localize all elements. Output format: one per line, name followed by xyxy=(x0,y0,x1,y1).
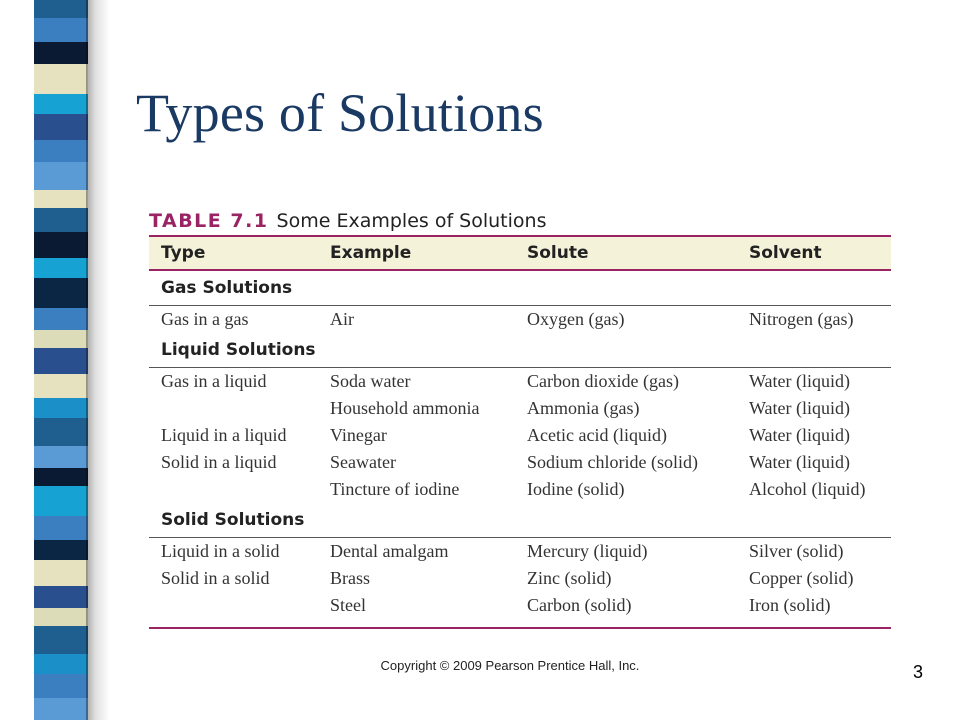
strip-shadow xyxy=(86,0,110,720)
cell-solvent: Water (liquid) xyxy=(749,398,851,418)
strip-block xyxy=(34,468,88,486)
strip-block xyxy=(34,114,88,140)
strip-block xyxy=(34,308,88,330)
strip-block xyxy=(34,208,88,232)
section-gas-solutions: Gas Solutions xyxy=(149,271,891,306)
cell-solute: Oxygen (gas) xyxy=(527,309,625,329)
cell-solute: Sodium chloride (solid) xyxy=(527,452,698,472)
decorative-side-strip xyxy=(0,0,110,720)
cell-solvent: Water (liquid) xyxy=(749,452,851,472)
cell-solute: Ammonia (gas) xyxy=(527,398,640,418)
strip-block xyxy=(34,18,88,42)
table-row xyxy=(149,368,891,395)
table-row xyxy=(149,449,891,476)
strip-block xyxy=(34,540,88,560)
strip-block xyxy=(34,232,88,258)
header-type: Type xyxy=(161,243,206,263)
cell-solvent: Water (liquid) xyxy=(749,371,851,391)
cell-solute: Carbon dioxide (gas) xyxy=(527,371,679,391)
page-number: 3 xyxy=(913,662,924,682)
strip-block xyxy=(34,64,88,94)
cell-example: Seawater xyxy=(330,452,396,472)
strip-block xyxy=(34,0,88,18)
table-row xyxy=(149,565,891,592)
header-example: Example xyxy=(330,243,412,263)
strip-block xyxy=(34,348,88,374)
strip-block xyxy=(34,418,88,446)
header-solute: Solute xyxy=(527,243,589,263)
cell-example: Brass xyxy=(330,568,370,588)
strip-block xyxy=(34,330,88,348)
strip-block xyxy=(34,586,88,608)
cell-example: Dental amalgam xyxy=(330,541,449,561)
strip-block xyxy=(34,698,88,720)
section-liquid-solutions: Liquid Solutions xyxy=(149,333,891,368)
cell-solute: Carbon (solid) xyxy=(527,595,632,615)
cell-solvent: Alcohol (liquid) xyxy=(749,479,866,499)
cell-solute: Acetic acid (liquid) xyxy=(527,425,667,445)
table-header-row xyxy=(149,235,891,271)
table-row xyxy=(149,476,891,503)
table-caption-text: Some Examples of Solutions xyxy=(276,210,547,232)
header-solvent: Solvent xyxy=(749,243,822,263)
cell-type: Gas in a liquid xyxy=(161,371,267,391)
solutions-table xyxy=(149,207,891,629)
strip-block xyxy=(34,398,88,418)
table-row xyxy=(149,422,891,449)
cell-example: Air xyxy=(330,309,354,329)
table-number: TABLE 7.1 xyxy=(149,210,269,232)
cell-example: Tincture of iodine xyxy=(330,479,460,499)
strip-block xyxy=(34,94,88,114)
strip-block xyxy=(34,516,88,540)
cell-example: Steel xyxy=(330,595,366,615)
strip-block xyxy=(34,140,88,162)
cell-type: Solid in a solid xyxy=(161,568,270,588)
table-row xyxy=(149,395,891,422)
strip-block xyxy=(34,374,88,398)
table-bottom-rule xyxy=(149,627,891,629)
cell-example: Household ammonia xyxy=(330,398,480,418)
cell-type: Solid in a liquid xyxy=(161,452,277,472)
strip-block xyxy=(34,42,88,64)
cell-type: Gas in a gas xyxy=(161,309,249,329)
slide-title: Types of Solutions xyxy=(136,83,544,143)
strip-block xyxy=(34,190,88,208)
strip-block xyxy=(34,278,88,308)
copyright-notice: Copyright © 2009 Pearson Prentice Hall, Inc. xyxy=(380,658,640,673)
strip-block xyxy=(34,162,88,190)
strip-block xyxy=(34,258,88,278)
cell-example: Vinegar xyxy=(330,425,387,445)
strip-block xyxy=(34,674,88,698)
cell-solute: Mercury (liquid) xyxy=(527,541,648,561)
cell-solute: Iodine (solid) xyxy=(527,479,625,499)
table-row xyxy=(149,592,891,619)
cell-solvent: Copper (solid) xyxy=(749,568,854,588)
cell-type: Liquid in a liquid xyxy=(161,425,287,445)
strip-block xyxy=(34,626,88,654)
cell-solvent: Water (liquid) xyxy=(749,425,851,445)
cell-solvent: Iron (solid) xyxy=(749,595,831,615)
table-row xyxy=(149,306,891,333)
cell-solvent: Silver (solid) xyxy=(749,541,844,561)
strip-block xyxy=(34,608,88,626)
table-caption xyxy=(149,207,891,235)
color-block-column xyxy=(34,0,88,720)
strip-block xyxy=(34,486,88,516)
cell-solvent: Nitrogen (gas) xyxy=(749,309,854,329)
strip-block xyxy=(34,446,88,468)
table-row xyxy=(149,538,891,565)
section-solid-solutions: Solid Solutions xyxy=(149,503,891,538)
cell-solute: Zinc (solid) xyxy=(527,568,612,588)
cell-example: Soda water xyxy=(330,371,411,391)
strip-block xyxy=(34,560,88,586)
cell-type: Liquid in a solid xyxy=(161,541,280,561)
